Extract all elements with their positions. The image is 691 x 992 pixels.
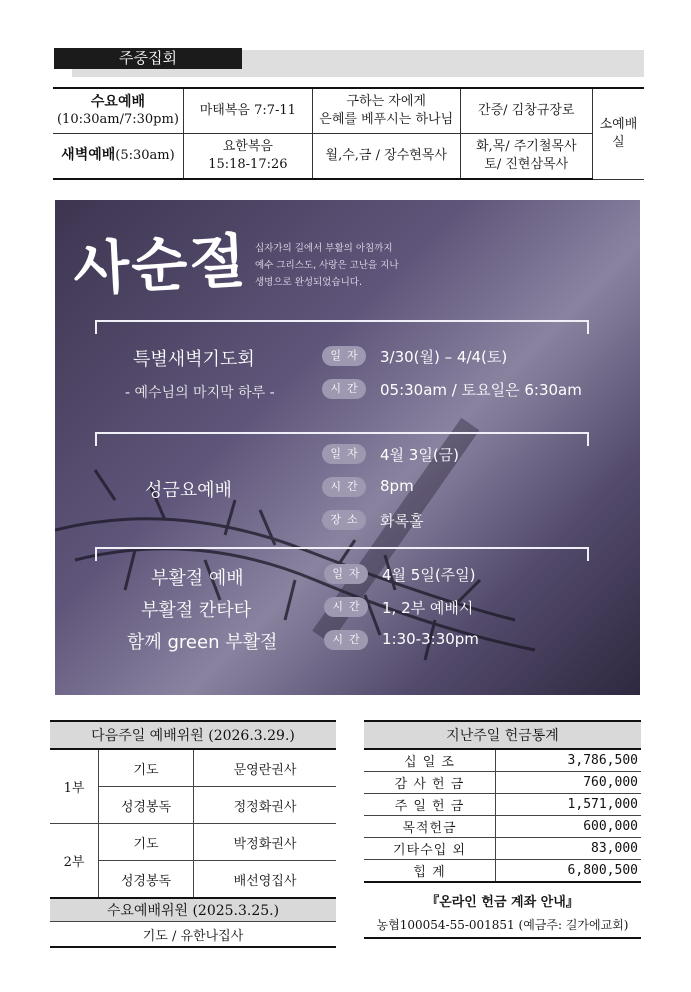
event2-date: 4월 3일(금): [380, 446, 460, 464]
server-name: 정정화권사: [194, 787, 337, 824]
wed-scripture: 마태복음 7:7-11: [183, 88, 312, 133]
dawn-days: 월,수,금 / 장수현목사: [312, 133, 460, 179]
role: 성경봉독: [99, 861, 194, 899]
banner-desc-line3: 생명으로 완성되었습니다.: [255, 277, 362, 288]
event2-place: 화록홀: [380, 512, 424, 530]
offering-label: 감 사 헌 금: [364, 772, 496, 794]
offering-label: 주 일 헌 금: [364, 794, 496, 816]
weekday-schedule-table: [53, 87, 644, 180]
bracket-line: [95, 320, 589, 334]
dawn-service-cell: [53, 133, 183, 179]
event2-label-time: 시간: [322, 477, 366, 497]
event1-title: 특별새벽기도회: [133, 349, 255, 370]
section-title: 주중집회: [54, 48, 242, 69]
server-name: 박정화권사: [194, 824, 337, 861]
wed-sermon: [312, 88, 460, 133]
account-info: 농협100054-55-001851 (예금주: 길가에교회): [364, 916, 641, 939]
wed-servers-title: 수요예배위원 (2025.3.25.): [50, 898, 336, 922]
offering-label: 기타수입 외: [364, 838, 496, 860]
wed-sermon-line2: 은혜를 베푸시는 하나님: [319, 111, 454, 127]
offering-amount: 1,571,000: [496, 794, 642, 816]
servers-table: [50, 720, 336, 948]
event3-title3: 함께 green 부활절: [127, 632, 278, 653]
wed-time: (10:30am/7:30pm): [56, 111, 179, 127]
offering-table: [364, 720, 641, 883]
wed-servers-value: 기도 / 유한나집사: [50, 922, 336, 948]
location: 소예배실: [592, 88, 644, 179]
service-1: 1부: [50, 749, 99, 824]
offering-label: 목적헌금: [364, 816, 496, 838]
event3-label-time2: 시간: [324, 630, 368, 650]
event3-label-date: 일자: [324, 564, 368, 584]
offering-amount: 3,786,500: [496, 749, 642, 772]
event3-time: 1, 2부 예배시: [382, 599, 474, 617]
dawn-time: (5:30am): [115, 148, 175, 164]
dawn-scripture-book: 요한복음: [222, 138, 273, 154]
banner-desc-line2: 예수 그리스도, 사랑은 고난을 지나: [255, 260, 399, 271]
service-2: 2부: [50, 824, 99, 899]
offering-amount: 760,000: [496, 772, 642, 794]
offering-label: 십 일 조: [364, 749, 496, 772]
server-name: 문영란권사: [194, 749, 337, 787]
offering-amount: 83,000: [496, 838, 642, 860]
account-title: 『온라인 헌금 계좌 안내』: [426, 895, 579, 910]
banner-title: 사순절: [71, 226, 250, 304]
event2-label-place: 장소: [322, 510, 366, 530]
event1-subtitle: - 예수님의 마지막 하루 -: [125, 385, 275, 401]
dawn-leader-1: 화,목/ 주기철목사: [475, 138, 577, 154]
dawn-scripture: [183, 133, 312, 179]
event1-time: 05:30am / 토요일은 6:30am: [380, 381, 582, 399]
role: 기도: [99, 749, 194, 787]
banner-description: [255, 240, 399, 291]
lent-banner: [55, 200, 640, 695]
event1-date: 3/30(월) – 4/4(토): [380, 348, 508, 366]
event3-date: 4월 5일(주일): [382, 566, 476, 584]
offering-amount: 600,000: [496, 816, 642, 838]
role: 기도: [99, 824, 194, 861]
dawn-leaders: [460, 133, 592, 179]
role: 성경봉독: [99, 787, 194, 824]
dawn-title: 새벽예배: [61, 147, 116, 164]
servers-title: 다음주일 예배위원 (2026.3.29.): [50, 721, 336, 749]
wed-sermon-line1: 구하는 자에게: [346, 93, 426, 109]
wed-testimony: 간증/ 김창규장로: [460, 88, 592, 133]
dawn-scripture-verses: 15:18-17:26: [208, 156, 288, 172]
banner-desc-line1: 십자가의 길에서 부활의 아침까지: [255, 243, 393, 254]
bracket-line: [95, 547, 589, 561]
event1-label-time: 시간: [322, 379, 366, 399]
event2-title: 성금요예배: [145, 480, 232, 501]
event2-time: 8pm: [380, 477, 414, 495]
event3-title2: 부활절 칸타타: [141, 600, 252, 621]
dawn-leader-2: 토/ 진현삼목사: [484, 156, 569, 172]
server-name: 배선영집사: [194, 861, 337, 899]
wed-title: 수요예배: [90, 93, 145, 110]
event2-label-date: 일자: [322, 444, 366, 464]
wed-service-cell: [53, 88, 183, 133]
event3-time2: 1:30-3:30pm: [382, 630, 479, 648]
event3-label-time: 시간: [324, 597, 368, 617]
offering-total-label: 힙 계: [364, 860, 496, 883]
offering-title: 지난주일 헌금통계: [364, 721, 641, 749]
event1-label-date: 일자: [322, 346, 366, 366]
event3-title1: 부활절 예배: [151, 568, 244, 589]
offering-total-amount: 6,800,500: [496, 860, 642, 883]
